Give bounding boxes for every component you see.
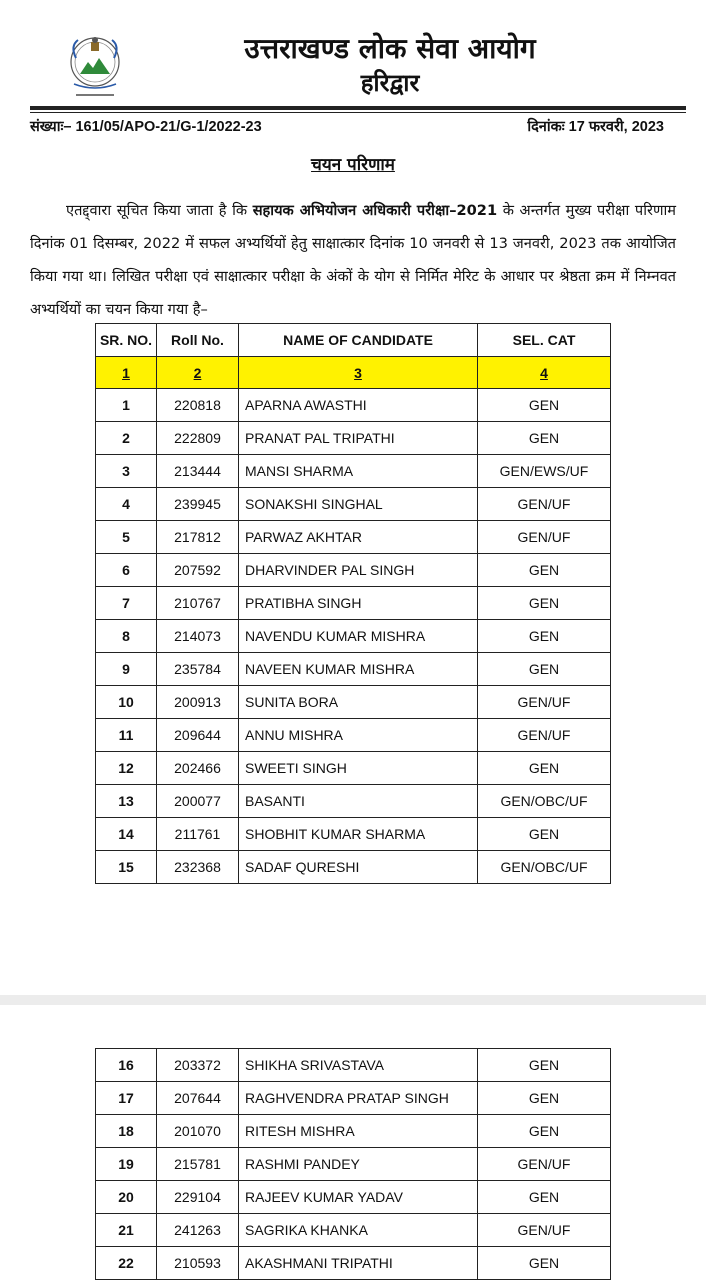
selection-category: GEN xyxy=(478,1049,611,1082)
roll-number: 229104 xyxy=(157,1181,239,1214)
column-header: Roll No. xyxy=(157,324,239,357)
roll-number: 207592 xyxy=(157,554,239,587)
candidate-name: SWEETI SINGH xyxy=(239,752,478,785)
roll-number: 239945 xyxy=(157,488,239,521)
candidate-name: SAGRIKA KHANKA xyxy=(239,1214,478,1247)
roll-number: 241263 xyxy=(157,1214,239,1247)
serial-number: 22 xyxy=(96,1247,157,1280)
page-separator xyxy=(0,995,706,1005)
selection-table xyxy=(95,323,611,884)
column-index: 1 xyxy=(96,357,157,389)
selection-category: GEN xyxy=(478,620,611,653)
notice-heading: चयन परिणाम xyxy=(311,155,395,175)
serial-number: 7 xyxy=(96,587,157,620)
roll-number: 210767 xyxy=(157,587,239,620)
candidate-name: NAVEEN KUMAR MISHRA xyxy=(239,653,478,686)
table-row xyxy=(96,1082,611,1115)
selection-category: GEN/UF xyxy=(478,1214,611,1247)
serial-number: 2 xyxy=(96,422,157,455)
roll-number: 207644 xyxy=(157,1082,239,1115)
roll-number: 202466 xyxy=(157,752,239,785)
selection-category: GEN xyxy=(478,818,611,851)
notice-paragraph: एतद्द्वारा सूचित किया जाता है कि सहायक अभियोजन अधिकारी परीक्षा–2021 के अन्तर्गत मुख्य परीक्षा परिणाम दिनांक 01 दिसम्बर, 2022 में सफल अभ्यर्थियों हेतु साक्षात्कार दिनांक 10 जनवरी से 13 जनवरी, 2023 तक आयोजित किया गया था। लिखित परीक्षा एवं साक्षात्कार परीक्षा के अंकों के योग से निर्मित मेरिट के आधार पर श्रेष्ठता क्रम में निम्नवत अभ्यर्थियों का चयन किया गया है– xyxy=(30,202,676,318)
selection-category: GEN xyxy=(478,752,611,785)
serial-number: 17 xyxy=(96,1082,157,1115)
roll-number: 203372 xyxy=(157,1049,239,1082)
document-page-2 xyxy=(0,1005,706,1280)
table-row xyxy=(96,1148,611,1181)
roll-number: 235784 xyxy=(157,653,239,686)
commission-city: हरिद्वार xyxy=(360,69,420,97)
selection-category: GEN xyxy=(478,1247,611,1280)
header-rule-thick xyxy=(30,106,686,110)
selection-category: GEN/UF xyxy=(478,719,611,752)
candidate-name: RAGHVENDRA PRATAP SINGH xyxy=(239,1082,478,1115)
selection-category: GEN/OBC/UF xyxy=(478,785,611,818)
table-row xyxy=(96,851,611,884)
candidate-name: RASHMI PANDEY xyxy=(239,1148,478,1181)
table-row xyxy=(96,620,611,653)
table-row xyxy=(96,554,611,587)
candidate-name: SHIKHA SRIVASTAVA xyxy=(239,1049,478,1082)
candidate-name: SHOBHIT KUMAR SHARMA xyxy=(239,818,478,851)
candidate-name: RITESH MISHRA xyxy=(239,1115,478,1148)
selection-table-continued xyxy=(95,1048,611,1280)
roll-number: 214073 xyxy=(157,620,239,653)
candidate-name: PRATIBHA SINGH xyxy=(239,587,478,620)
table-row xyxy=(96,389,611,422)
serial-number: 19 xyxy=(96,1148,157,1181)
table-row xyxy=(96,422,611,455)
column-header: SR. NO. xyxy=(96,324,157,357)
table-row xyxy=(96,752,611,785)
candidate-name: PRANAT PAL TRIPATHI xyxy=(239,422,478,455)
table-row xyxy=(96,686,611,719)
column-header: SEL. CAT xyxy=(478,324,611,357)
table-header-row xyxy=(96,324,611,357)
roll-number: 209644 xyxy=(157,719,239,752)
roll-number: 210593 xyxy=(157,1247,239,1280)
exam-name: सहायक अभियोजन अधिकारी परीक्षा–2021 xyxy=(252,202,498,219)
roll-number: 222809 xyxy=(157,422,239,455)
commission-name: उत्तराखण्ड लोक सेवा आयोग xyxy=(244,32,536,65)
candidate-name: SUNITA BORA xyxy=(239,686,478,719)
column-index: 2 xyxy=(157,357,239,389)
selection-category: GEN xyxy=(478,554,611,587)
selection-category: GEN xyxy=(478,389,611,422)
candidate-name: SONAKSHI SINGHAL xyxy=(239,488,478,521)
serial-number: 14 xyxy=(96,818,157,851)
selection-category: GEN/UF xyxy=(478,521,611,554)
serial-number: 21 xyxy=(96,1214,157,1247)
candidate-name: APARNA AWASTHI xyxy=(239,389,478,422)
candidate-name: ANNU MISHRA xyxy=(239,719,478,752)
table-row xyxy=(96,1049,611,1082)
roll-number: 201070 xyxy=(157,1115,239,1148)
table-row xyxy=(96,785,611,818)
selection-category: GEN xyxy=(478,1082,611,1115)
table-row xyxy=(96,818,611,851)
roll-number: 213444 xyxy=(157,455,239,488)
serial-number: 3 xyxy=(96,455,157,488)
table-row xyxy=(96,455,611,488)
candidate-name: NAVENDU KUMAR MISHRA xyxy=(239,620,478,653)
serial-number: 13 xyxy=(96,785,157,818)
table-index-row xyxy=(96,357,611,389)
selection-category: GEN/UF xyxy=(478,1148,611,1181)
serial-number: 5 xyxy=(96,521,157,554)
column-header: NAME OF CANDIDATE xyxy=(239,324,478,357)
candidate-name: AKASHMANI TRIPATHI xyxy=(239,1247,478,1280)
table-row xyxy=(96,488,611,521)
header-rule-thin xyxy=(30,112,686,113)
column-index: 3 xyxy=(239,357,478,389)
selection-category: GEN xyxy=(478,1115,611,1148)
selection-category: GEN/UF xyxy=(478,488,611,521)
serial-number: 6 xyxy=(96,554,157,587)
table-row xyxy=(96,1247,611,1280)
serial-number: 18 xyxy=(96,1115,157,1148)
candidate-name: MANSI SHARMA xyxy=(239,455,478,488)
candidate-name: SADAF QURESHI xyxy=(239,851,478,884)
roll-number: 217812 xyxy=(157,521,239,554)
selection-category: GEN xyxy=(478,653,611,686)
selection-category: GEN/UF xyxy=(478,686,611,719)
reference-number: संख्याः– 161/05/APO-21/G-1/2022-23 xyxy=(30,119,262,135)
roll-number: 211761 xyxy=(157,818,239,851)
selection-category: GEN xyxy=(478,1181,611,1214)
selection-category: GEN/OBC/UF xyxy=(478,851,611,884)
commission-emblem-logo xyxy=(66,28,124,102)
selection-category: GEN xyxy=(478,587,611,620)
table-row xyxy=(96,1115,611,1148)
table-row xyxy=(96,521,611,554)
roll-number: 200913 xyxy=(157,686,239,719)
serial-number: 11 xyxy=(96,719,157,752)
serial-number: 16 xyxy=(96,1049,157,1082)
roll-number: 232368 xyxy=(157,851,239,884)
candidate-name: PARWAZ AKHTAR xyxy=(239,521,478,554)
notice-date: दिनांकः 17 फरवरी, 2023 xyxy=(527,119,664,135)
roll-number: 215781 xyxy=(157,1148,239,1181)
serial-number: 9 xyxy=(96,653,157,686)
table-row xyxy=(96,1214,611,1247)
selection-category: GEN xyxy=(478,422,611,455)
table-row xyxy=(96,587,611,620)
candidate-name: DHARVINDER PAL SINGH xyxy=(239,554,478,587)
candidate-name: RAJEEV KUMAR YADAV xyxy=(239,1181,478,1214)
roll-number: 220818 xyxy=(157,389,239,422)
serial-number: 12 xyxy=(96,752,157,785)
serial-number: 8 xyxy=(96,620,157,653)
serial-number: 1 xyxy=(96,389,157,422)
serial-number: 10 xyxy=(96,686,157,719)
table-row xyxy=(96,1181,611,1214)
serial-number: 20 xyxy=(96,1181,157,1214)
table-row xyxy=(96,653,611,686)
serial-number: 15 xyxy=(96,851,157,884)
candidate-name: BASANTI xyxy=(239,785,478,818)
table-row xyxy=(96,719,611,752)
selection-category: GEN/EWS/UF xyxy=(478,455,611,488)
serial-number: 4 xyxy=(96,488,157,521)
column-index: 4 xyxy=(478,357,611,389)
roll-number: 200077 xyxy=(157,785,239,818)
